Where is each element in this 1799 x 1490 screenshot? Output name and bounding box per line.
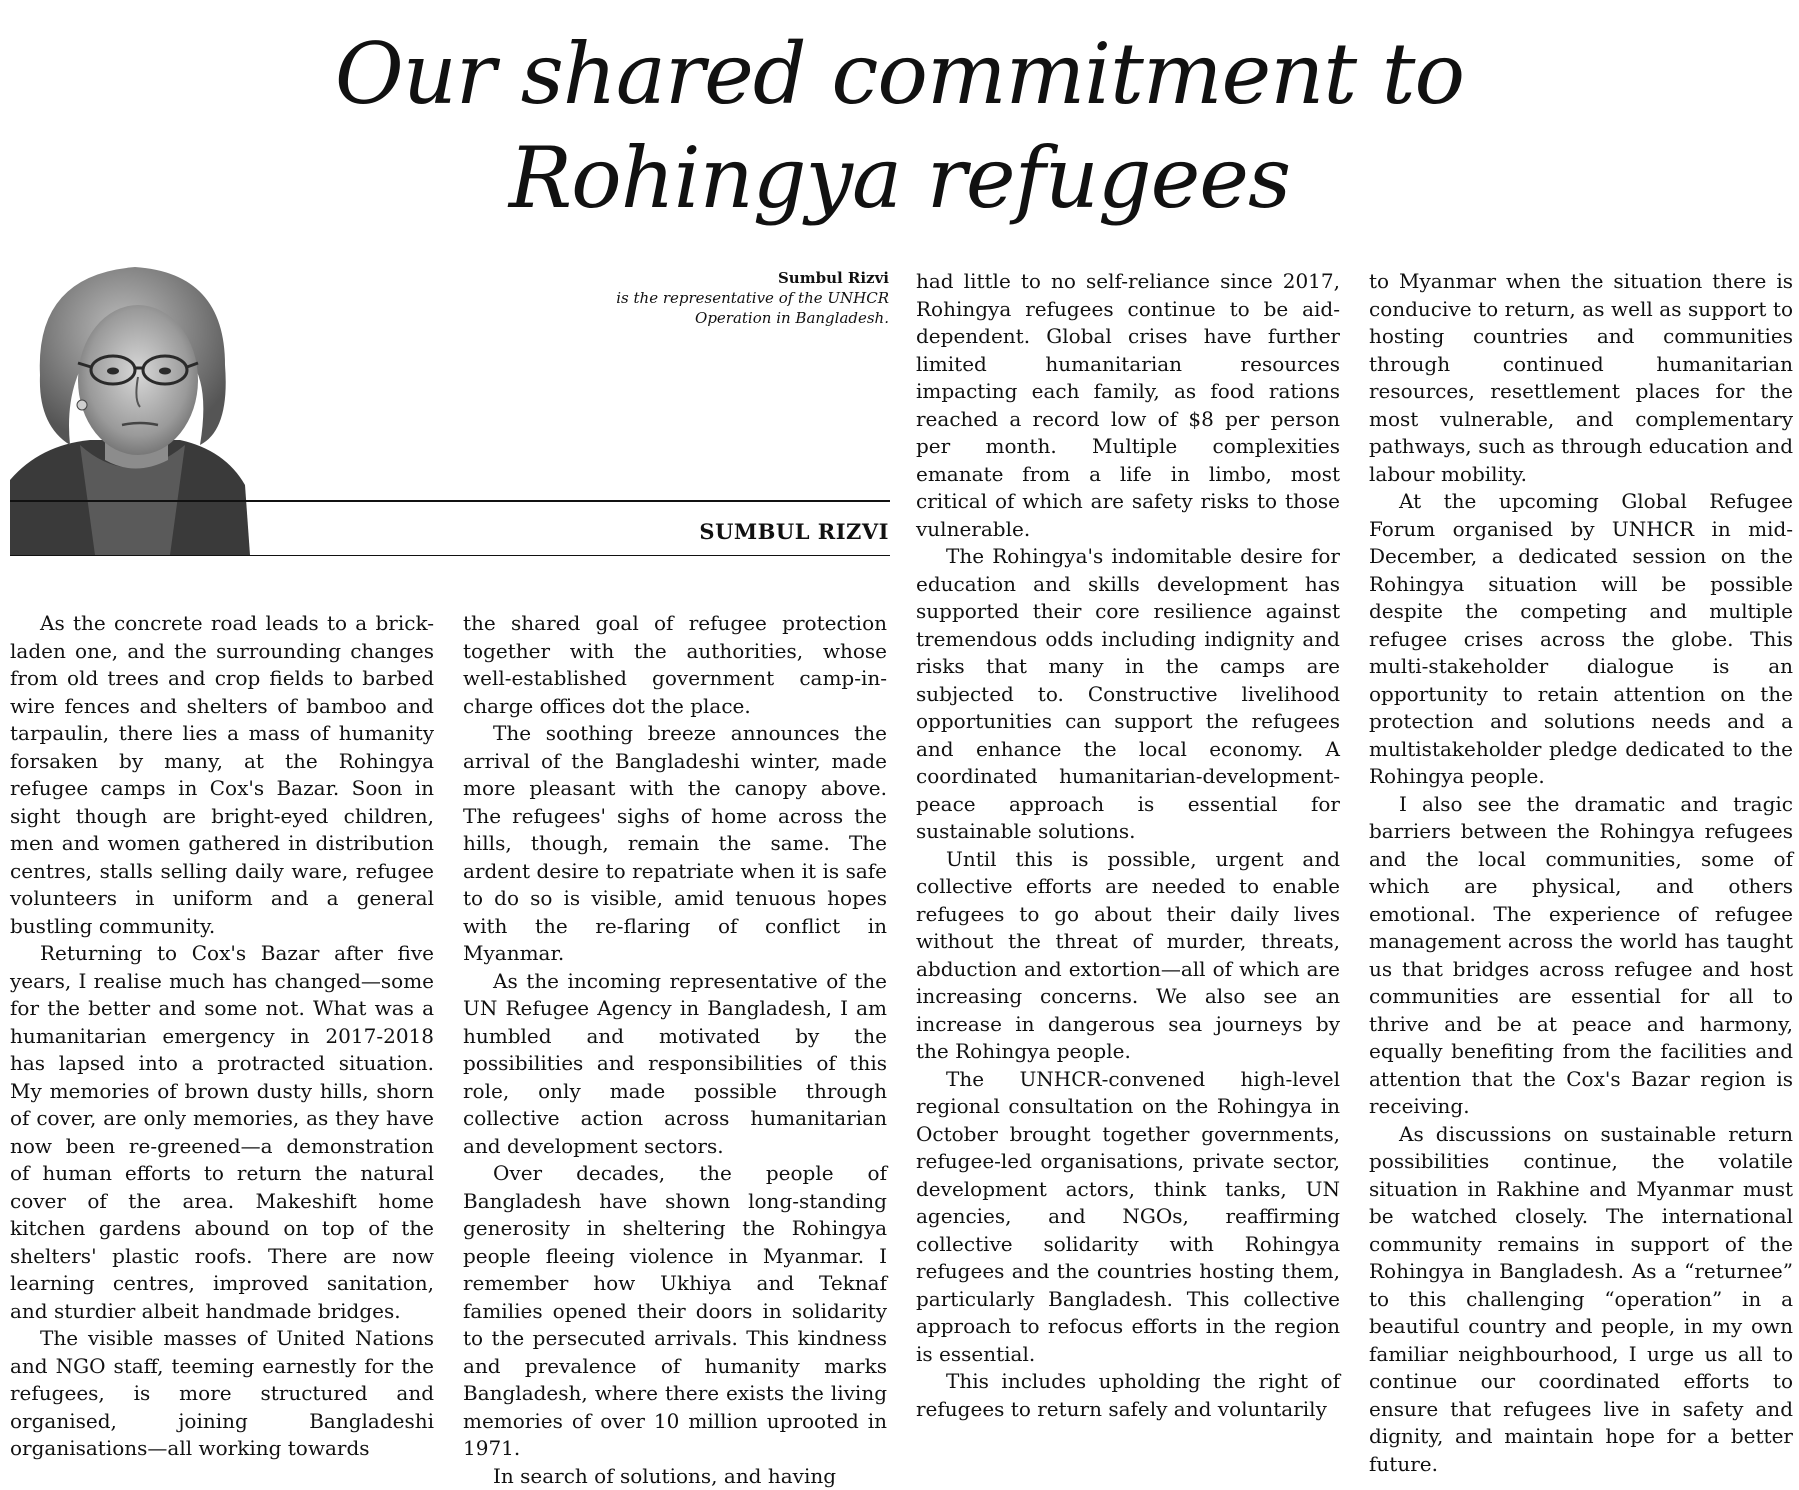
paragraph: As the incoming representative of the UN Refugee Agency in Bangladesh, I am humbled and motivated by the possibilities and responsibilities of this role, only made possible through collective action across humanitarian and development sectors.	[463, 968, 887, 1158]
byline: SUMBUL RIZVI	[699, 519, 889, 544]
paragraph: This includes upholding the right of refugees to return safely and voluntarily	[916, 1369, 1340, 1421]
author-credit	[529, 268, 889, 328]
author-portrait	[10, 255, 250, 555]
paragraph: The UNHCR-convened high-level regional consultation on the Rohingya in October brought together governments, refugee-led organisations, private sector, development actors, think tanks, UN agencies, and NGOs, reaffirming collective solidarity with Rohingya refugees and the countries hosting them, particularly Bangladesh. This collective approach to refocus efforts in the region is essential.	[916, 1066, 1340, 1366]
byline-bottom-rule	[10, 555, 890, 556]
paragraph: The soothing breeze announces the arrival of the Bangladeshi winter, made more pleasant with the canopy above. The refugees' sighs of home across the hills, though, remain the same. The ardent desire to repatriate when it is safe to do so is visible, amid tenuous hopes with the re-flaring of conflict in Myanmar.	[463, 721, 887, 965]
article-column-1	[10, 610, 434, 1463]
paragraph-continued: the shared goal of refugee protection together with the authorities, whose well-established government camp-in-charge offices dot the place.	[463, 611, 887, 718]
paragraph: Over decades, the people of Bangladesh have shown long-standing generosity in sheltering the Rohingya people fleeing violence in Myanmar. I remember how Ukhiya and Teknaf families opened their doors in solidarity to the persecuted arrivals. This kindness and prevalence of humanity marks Bangladesh, where there exists the living memories of over 10 million uprooted in 1971.	[463, 1161, 887, 1460]
byline-top-rule	[10, 500, 890, 502]
paragraph-continued: to Myanmar when the situation there is conducive to return, as well as support to hosting countries and communities through continued humanitarian resources, resettlement places for the most vulnerable, and complementary pathways, such as through education and labour mobility.	[1369, 269, 1793, 486]
paragraph: As discussions on sustainable return possibilities continue, the volatile situation in Rakhine and Myanmar must be watched closely. The international community remains in support of the Rohingya in Bangladesh. As a “returnee” to this challenging “operation” in a beautiful country and people, in my own familiar neighbourhood, I urge us all to continue our coordinated efforts to ensure that refugees live in safety and dignity, and maintain hope for a better future.	[1369, 1121, 1793, 1476]
paragraph: In search of solutions, and having	[493, 1463, 837, 1488]
paragraph: Until this is possible, urgent and collective efforts are needed to enable refugees to go about their daily lives without the threat of murder, threats, abduction and extortion—all of which are increasing concerns. We also see an increase in dangerous sea journeys by the Rohingya people.	[916, 846, 1340, 1063]
article-column-3	[916, 268, 1340, 1423]
headline-line-1: Our shared commitment to	[334, 25, 1465, 123]
article-column-4	[1369, 268, 1793, 1478]
headline	[0, 22, 1799, 230]
paragraph: Returning to Cox's Bazar after five years, I realise much has changed—some for the better and some not. What was a humanitarian emergency in 2017-2018 has lapsed into a protracted situation. My memories of brown dusty hills, shorn of cover, are only memories, as they have now been re-greened—a demonstration of human efforts to return the natural cover of the area. Makeshift home kitchen gardens abound on top of the shelters' plastic roofs. There are now learning centres, improved sanitation, and sturdier albeit handmade bridges.	[10, 941, 434, 1323]
paragraph: At the upcoming Global Refugee Forum organised by UNHCR in mid-December, a dedicated session on the Rohingya situation will be possible despite the competing and multiple refugee crises across the globe. This multi-stakeholder dialogue is an opportunity to retain attention on the protection and solutions needs and a multistakeholder pledge dedicated to the Rohingya people.	[1369, 489, 1793, 788]
paragraph: The Rohingya's indomitable desire for education and skills development has supported their core resilience against tremendous odds including indignity and risks that many in the camps are subjected to. Constructive livelihood opportunities can support the refugees and enhance the local economy. A coordinated humanitarian-development-peace approach is essential for sustainable solutions.	[916, 544, 1340, 843]
headline-line-2: Rohingya refugees	[508, 129, 1291, 227]
author-name: Sumbul Rizvi	[777, 269, 889, 287]
author-desc-line-1: is the representative of the UNHCR	[616, 289, 889, 307]
paragraph: The visible masses of United Nations and NGO staff, teeming earnestly for the refugees, is more structured and organised, joining Bangladeshi organisations—all working towards	[10, 1326, 434, 1460]
author-desc-line-2: Operation in Bangladesh.	[695, 309, 889, 327]
article-column-2	[463, 610, 887, 1490]
paragraph: I also see the dramatic and tragic barriers between the Rohingya refugees and the local communities, some of which are physical, and others emotional. The experience of refugee management across the world has taught us that bridges across refugee and host communities are essential for all to thrive and be at peace and harmony, equally benefiting from the facilities and attention that the Cox's Bazar region is receiving.	[1369, 791, 1793, 1118]
paragraph: As the concrete road leads to a brick-laden one, and the surrounding changes from old trees and crop fields to barbed wire fences and shelters of bamboo and tarpaulin, there lies a mass of humanity forsaken by many, at the Rohingya refugee camps in Cox's Bazar. Soon in sight though are bright-eyed children, men and women gathered in distribution centres, stalls selling daily ware, refugee volunteers in uniform and a general bustling community.	[10, 611, 434, 938]
paragraph-continued: had little to no self-reliance since 2017, Rohingya refugees continue to be aid-dependent. Global crises have further limited humanitarian resources impacting each family, as food rations reached a record low of $8 per person per month. Multiple complexities emanate from a life in limbo, most critical of which are safety risks to those vulnerable.	[916, 269, 1340, 541]
